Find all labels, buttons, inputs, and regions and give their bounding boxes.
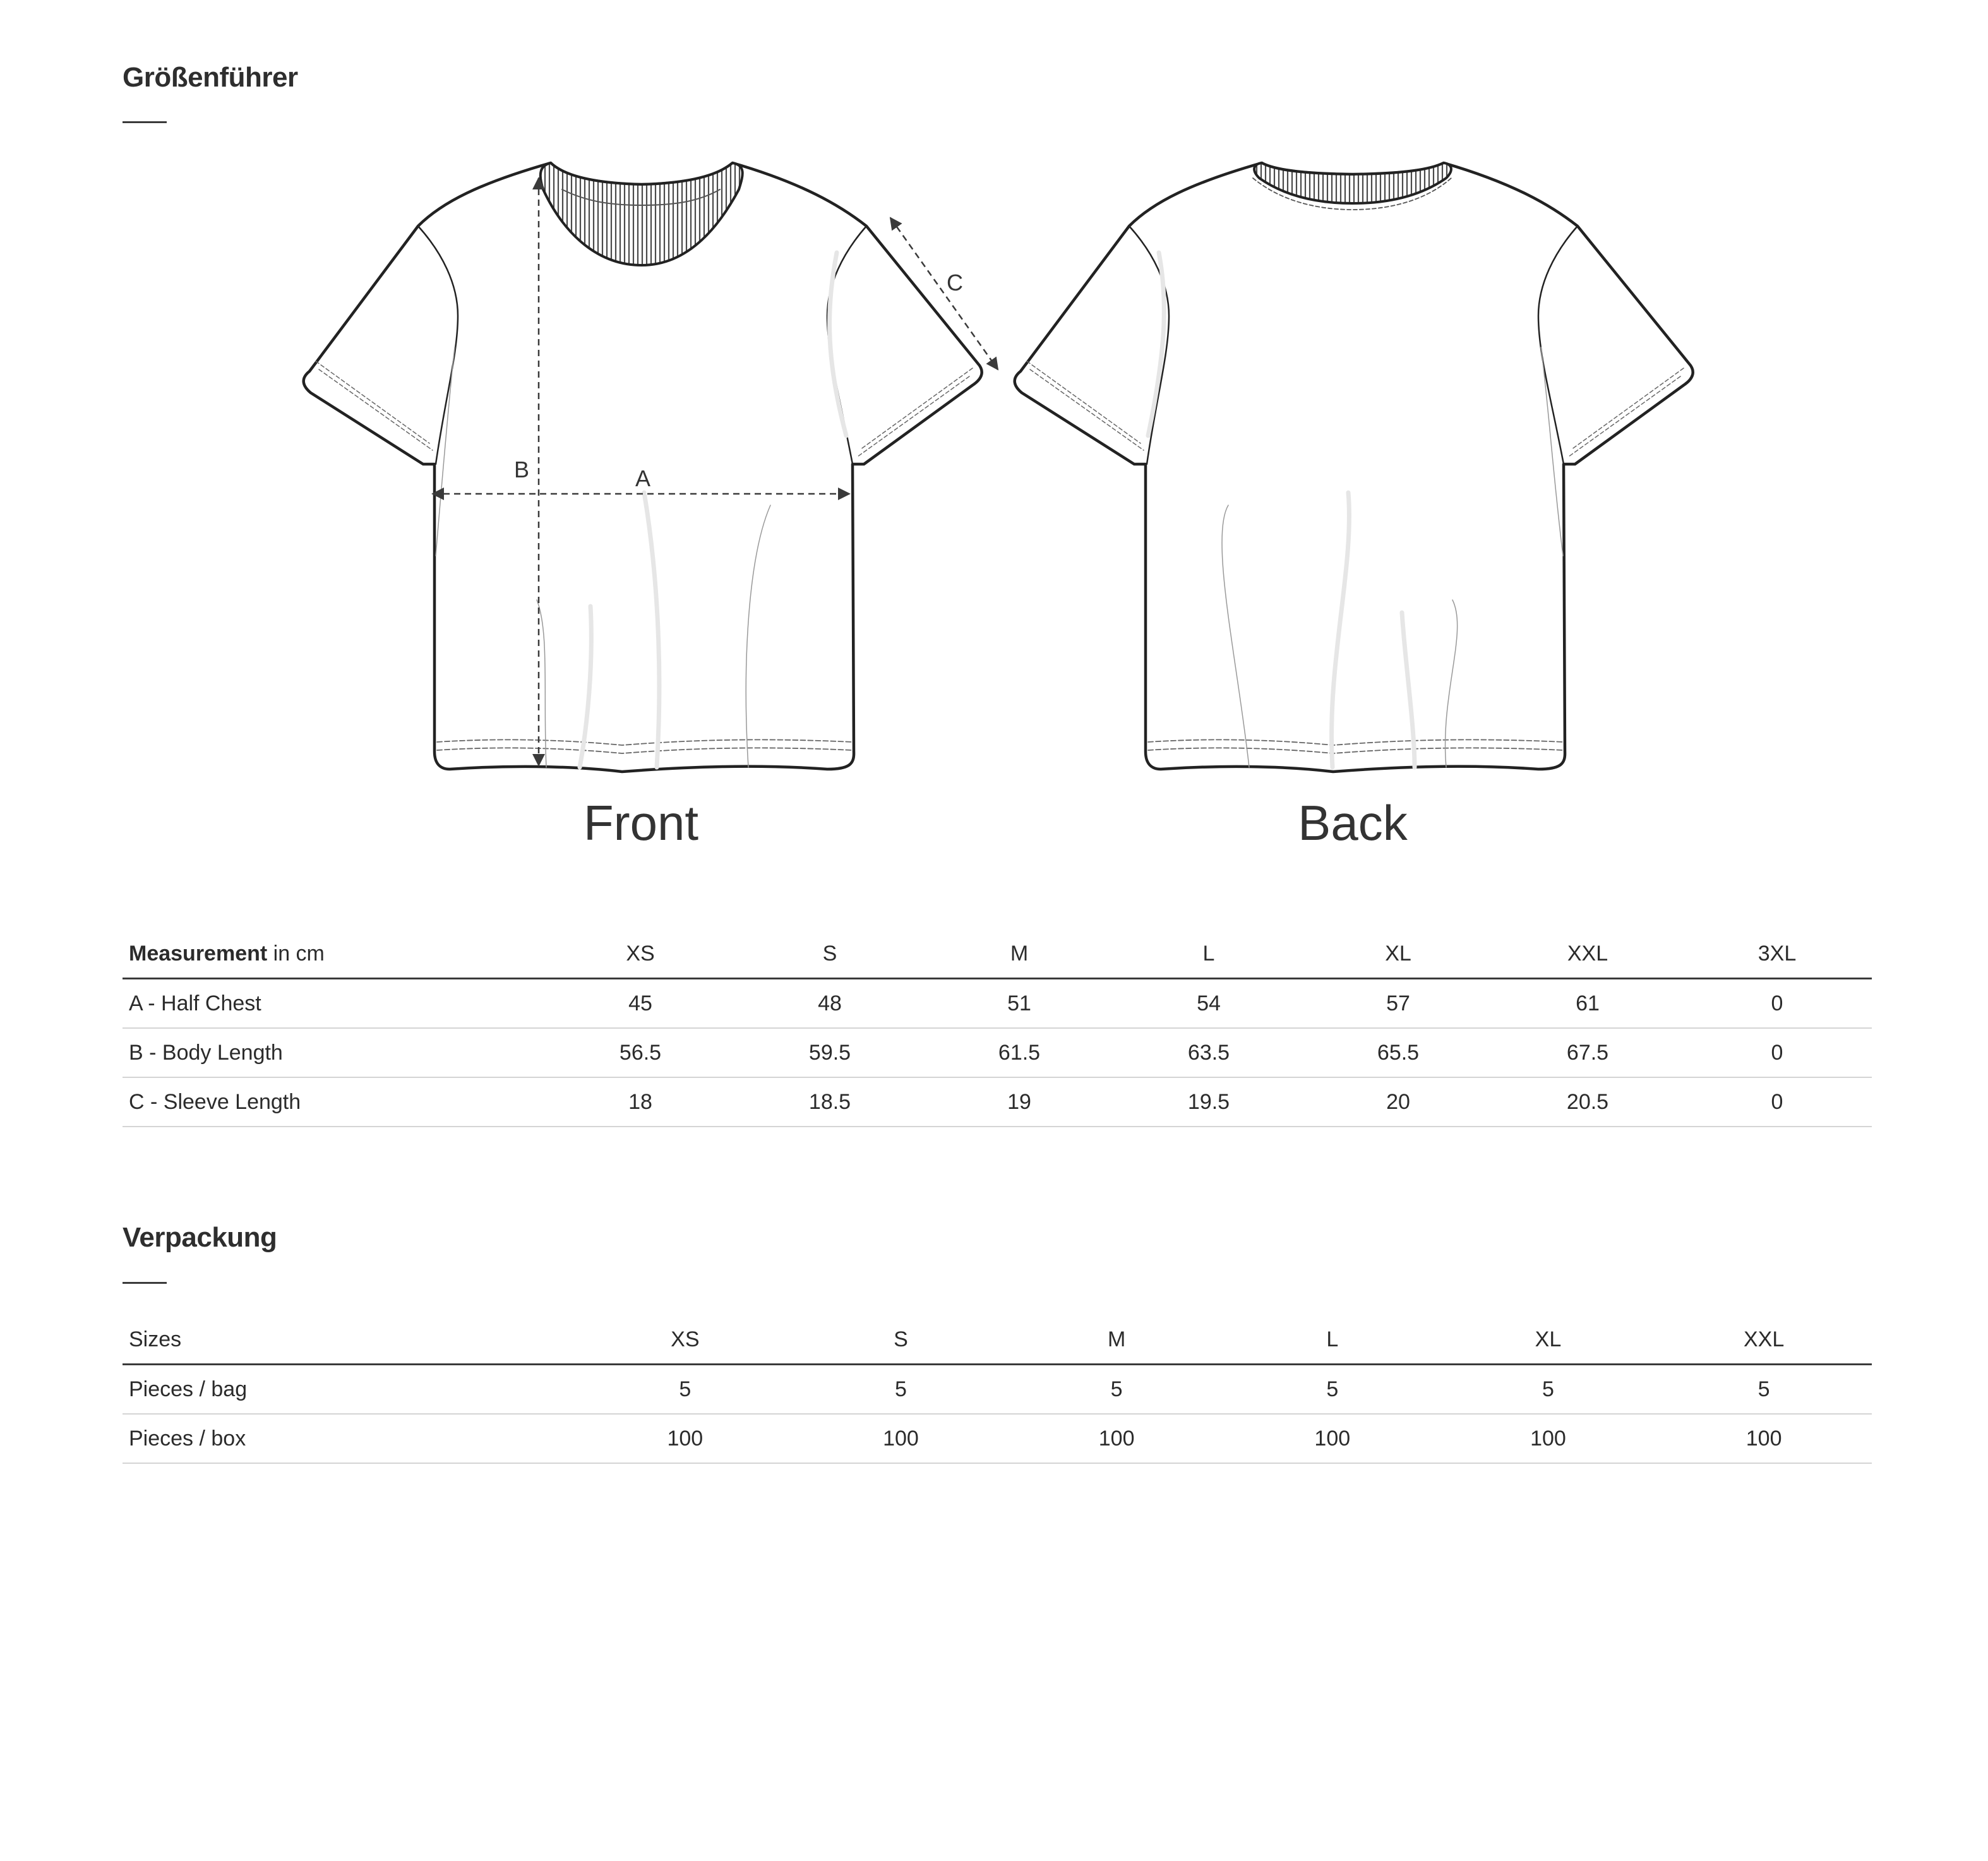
measurement-a-label: A bbox=[635, 465, 651, 491]
table-cell: 5 bbox=[895, 1377, 907, 1401]
table-row bbox=[123, 1414, 1872, 1463]
table-cell: 65.5 bbox=[1377, 1040, 1420, 1065]
table-cell: 100 bbox=[1098, 1426, 1135, 1451]
sizes-header-label: Sizes bbox=[129, 1327, 182, 1351]
table-cell: 0 bbox=[1771, 991, 1783, 1015]
measurement-header-unit: in cm bbox=[267, 941, 325, 966]
table-cell: 100 bbox=[883, 1426, 919, 1451]
table-cell: 67.5 bbox=[1566, 1040, 1609, 1065]
size-guide-title: Größenführer bbox=[123, 62, 298, 93]
measurement-b-label: B bbox=[513, 457, 530, 482]
size-header: L bbox=[1202, 941, 1215, 966]
row-label: C - Sleeve Length bbox=[129, 1089, 301, 1114]
size-guide-title-rule bbox=[123, 121, 167, 123]
table-cell: 100 bbox=[1530, 1426, 1566, 1451]
size-header: 3XL bbox=[1757, 941, 1797, 966]
table-row bbox=[123, 1028, 1872, 1077]
size-header: XS bbox=[671, 1327, 700, 1351]
table-cell: 20 bbox=[1386, 1089, 1410, 1114]
table-cell: 5 bbox=[679, 1377, 692, 1401]
size-header: XXL bbox=[1567, 941, 1608, 966]
row-label: Pieces / bag bbox=[129, 1377, 248, 1401]
table-cell: 20.5 bbox=[1566, 1089, 1609, 1114]
table-cell: 100 bbox=[1314, 1426, 1351, 1451]
table-cell: 61 bbox=[1576, 991, 1600, 1015]
measurement-header-label: Measurement bbox=[129, 941, 268, 966]
size-header: S bbox=[894, 1327, 908, 1351]
measurement-c-label: C bbox=[947, 270, 963, 296]
table-cell: 54 bbox=[1197, 991, 1221, 1015]
table-cell: 5 bbox=[1542, 1377, 1554, 1401]
table-row bbox=[123, 979, 1872, 1029]
table-cell: 59.5 bbox=[808, 1040, 851, 1065]
packaging-table-header bbox=[123, 1315, 1872, 1365]
tshirt-illustration bbox=[278, 148, 1724, 862]
size-header: XXL bbox=[1744, 1327, 1785, 1351]
table-cell: 19 bbox=[1007, 1089, 1031, 1114]
table-cell: 100 bbox=[667, 1426, 704, 1451]
table-cell: 19.5 bbox=[1187, 1089, 1230, 1114]
table-cell: 51 bbox=[1007, 991, 1031, 1015]
size-header: XL bbox=[1385, 941, 1411, 966]
size-header: S bbox=[822, 941, 837, 966]
table-cell: 0 bbox=[1771, 1040, 1783, 1065]
row-label: A - Half Chest bbox=[129, 991, 261, 1015]
row-label: B - Body Length bbox=[129, 1040, 283, 1065]
table-cell: 48 bbox=[818, 991, 842, 1015]
size-header: XS bbox=[626, 941, 655, 966]
row-label: Pieces / box bbox=[129, 1426, 246, 1451]
table-cell: 100 bbox=[1745, 1426, 1782, 1451]
table-cell: 63.5 bbox=[1187, 1040, 1230, 1065]
table-cell: 56.5 bbox=[619, 1040, 662, 1065]
front-view-label: Front bbox=[583, 795, 699, 851]
table-cell: 18.5 bbox=[808, 1089, 851, 1114]
packaging-title-rule bbox=[123, 1282, 167, 1284]
table-cell: 18 bbox=[628, 1089, 652, 1114]
measurement-table-header bbox=[123, 930, 1872, 979]
table-cell: 5 bbox=[1757, 1377, 1770, 1401]
table-row bbox=[123, 1077, 1872, 1127]
table-cell: 5 bbox=[1326, 1377, 1339, 1401]
size-header: M bbox=[1010, 941, 1029, 966]
back-view-label: Back bbox=[1298, 795, 1408, 851]
table-cell: 57 bbox=[1386, 991, 1410, 1015]
back-tshirt-outline bbox=[1015, 163, 1693, 772]
table-cell: 45 bbox=[628, 991, 652, 1015]
measurement-header-cell bbox=[123, 930, 546, 979]
measurement-table bbox=[123, 930, 1872, 1127]
packaging-table bbox=[123, 1315, 1872, 1464]
table-cell: 5 bbox=[1110, 1377, 1123, 1401]
table-cell: 61.5 bbox=[998, 1040, 1041, 1065]
table-cell: 0 bbox=[1771, 1089, 1783, 1114]
size-header: XL bbox=[1535, 1327, 1562, 1351]
size-header: L bbox=[1326, 1327, 1339, 1351]
back-tshirt-drawing bbox=[1015, 163, 1693, 772]
size-header: M bbox=[1107, 1327, 1126, 1351]
table-row bbox=[123, 1365, 1872, 1415]
packaging-title: Verpackung bbox=[123, 1222, 277, 1253]
